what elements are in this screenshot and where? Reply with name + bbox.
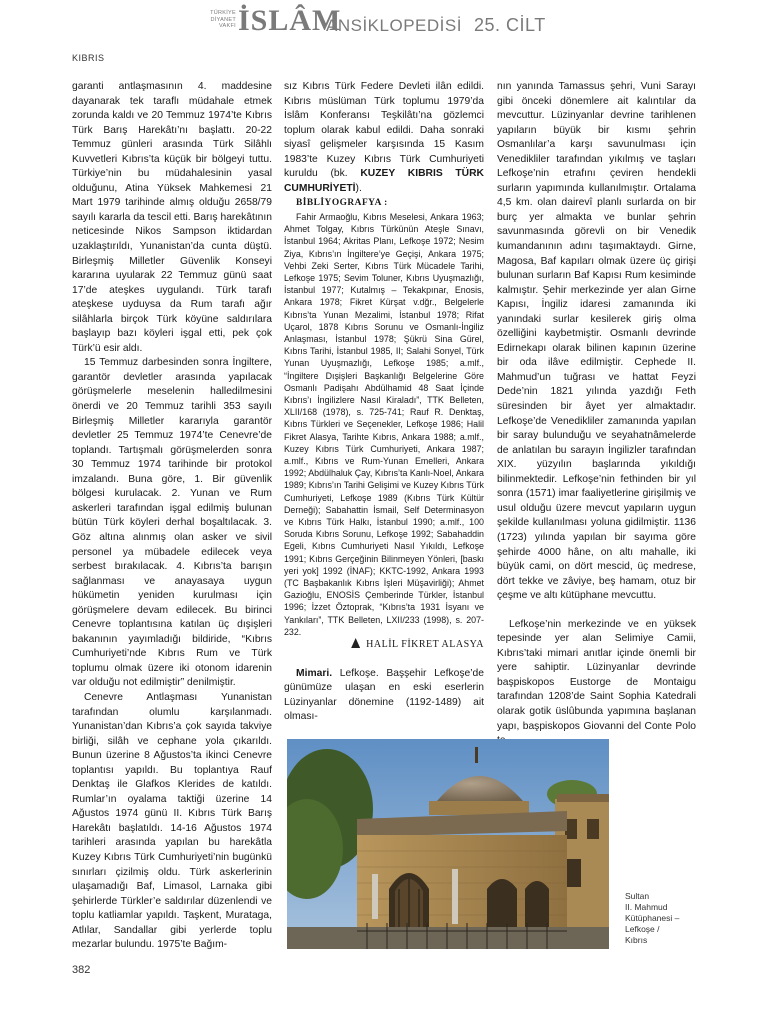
text-column-1 [72, 80, 272, 953]
volume-label: 25. CİLT [474, 15, 546, 35]
text-column-2 [284, 80, 484, 725]
paragraph: Lefkoşe’nin merkezinde ve en yüksek tepesinde yer alan Selimiye Camii, Kıbrıs’taki mimari anıtlar içinde önemli bir yere sahiptir. Lüzinyanlar devrinde başpiskopos Eustorge de Montaigu tarafından 1208’de Saint Sophia Katedrali olarak gotik üslûbunda yapımına başlanan yapı, başpiskopos Giovanni del Conte Polo [497, 618, 696, 732]
section-label: Mimari. [296, 667, 333, 679]
text-column-3 [497, 80, 696, 749]
author-signature [284, 638, 484, 653]
ansiklopedisi-wordmark: ANSİKLOPEDİSİ [326, 16, 462, 35]
author-name: HALİL FİKRET ALASYA [366, 639, 484, 651]
masthead [0, 0, 768, 52]
bibliography-heading: BİBLİYOGRAFYA : [296, 198, 388, 209]
caption-line: Kütüphanesi – [625, 913, 680, 923]
page-number: 382 [72, 964, 91, 976]
caption-line: Kıbrıs [625, 935, 648, 945]
caption-line: II. Mahmud [625, 902, 668, 912]
tdv-line: TÜRKİYE [210, 10, 236, 16]
paragraph: Cenevre Antlaşması Yunanistan tarafından olumlu karşılanmadı. Yunanistan’dan Kıbrıs’a çok sayıda takviye birliği, silâh ve cephane yola çıkarıldı. Bunun üzerine 8 Ağustos’ta ikinci Cenevre toplantısı yapıldı. Bu toplantıya Rauf Denktaş ile Glafkos Klerides de katıldı. Rumlar’ın oyalama taktiği üzerine 14 Ağustos 1974 günü II. Kıbrıs Türk Barış Harekâtı başlatıldı. 14-16 Ağustos 1974 tarihleri arasında yapılan bu harekâtla Kuzey Kıbrıs Türk Cumhuriyeti’nin bugünkü sınırları çizilmiş oldu. Türk askerlerinin ulaşamadığı Baf, Limasol, Larnaka gibi şehirlerde Türkler’e saldırılar düzenlendi ve toplu katliamlar yapıldı. Taşkent, Murataga, Atlılar, Sandallar gibi yerlerde toplu mezarlar bulundu. 1975’te Bağım- [72, 691, 272, 951]
paragraph-text: Lefkoşe. Başşehir Lefkoşe’de günümüze ulaşan en eski eserlerin Lüzinyanlar dönemine (1192-1489) ait olması- [284, 667, 484, 723]
cross-reference-link[interactable]: KUZEY KIBRIS TÜRK CUMHURİYETİ [284, 168, 484, 194]
paragraph-text: sız Kıbrıs Türk Federe Devleti ilân edildi. Kıbrıs müslüman Türk toplumu 1979’da İslâm Konferansı Teşkilâtı’na gözlemci toplum olarak kabul edildi. Daha sonraki siyasî gelişmeler karşısında 15 Kasım 1983’te Kuzey Kıbrıs Türk Cumhuriyeti kuruldu (bk. [284, 81, 484, 180]
tdv-logo-text [206, 10, 236, 30]
library-photo-illustration [287, 739, 609, 949]
library-photo [287, 739, 609, 949]
running-head: KIBRIS [72, 53, 105, 63]
paragraph: nın yanında Tamassus şehri, Vuni Sarayı gibi önceki dönemlere ait kalıntılar da mevcuttur. Lüzinyanlar devrine tarihlenen yapıların büyük bir kısmı şehrin Osmanlılar’a karşı savunulması için Venedikliler tarafından yıkılmış ve taşları Lefkoşe’nin etrafını çeviren hendekli surların yapımında kullanılmıştır. Ortalama 4,5 km. olan dairevî planlı surlarda on bir burç yer almakta ve bunlar şehrin savunmasında görevli on bir Venedik kumandanının adını taşımaktaydı. Girne, Magosa, Baf kapıları olmak üzere üç girişi bulunan surların Baf Kapısı Rum kesiminde kalmıştır. Şehir merkezinde yer alan Girne Kapısı, İngiliz idaresi zamanında iki yanındaki surlar kesilerek giriş olma özelliğini kaybetmiştir. Osmanlı devrinde Edirnekapı olarak bilinen kapının üzerine bir oda ilâve edilmiştir. Cephede II. Mahmud’un tuğrası ve hattat Feyzi Dede’nin 1821 yılında yazdığı Feth süresinden bir âyet yer almaktadır. Lefkoşe’de Venedikliler zamanında yapılan bir saray bulunduğu ve seyahatnâmelerde de anlatılan bu sarayın İngilizler tarafından XIX. yüzyılın başlarında yıkıldığı bilinmektedir. Lefkoşe’nin fethinden bir yıl sonra (1571) imar faaliyetlerine girişilmiş ve usul olduğu üzere mevcut yapıların uygun şekilde kullanılması yoluna gidilmiştir. 1136 (1723) yılında yapılan bir sayıma göre şehirde 4000 hâne, on altı mahalle, iki büyük cami, on dört mescid, üç medrese, dört tekke ve zâviye, beş hamam, otuz bir çeşme ve altı kütüphane mevcuttu. [497, 81, 696, 602]
tdv-line: VAKFI [219, 23, 236, 29]
photo-caption [625, 891, 705, 946]
caption-line: Sultan [625, 891, 650, 901]
paragraph [284, 80, 484, 196]
caption-line: Lefkoşe / [625, 924, 660, 934]
tdv-line: DİYANET [210, 16, 236, 23]
author-mark-icon [351, 638, 360, 648]
islam-wordmark: İSLÂM [238, 4, 342, 37]
bibliography-text: Fahir Armaoğlu, Kıbrıs Meselesi, Ankara 1963; Ahmet Tolgay, Kıbrıs Türkünün Ateşle Sınavı, İstanbul 1964; Akritas Planı, Lefkoşe 1972; Nesim Ziya, Kıbrıs’ın İngiltere’ye Geçişi, Ankara 1975; Vehbi Zeki Serter, Kıbrıs Türk Mücadele Tarihi, Lefkoşe 1975; Sevim Toluner, Kıbrıs Uyuşmazlığı, İstanbul 1977; Kutalmış – Tekakpınar, Enosis, Ankara 1978; Fikret Kürşat v.dğr., Belgelerle Kıbrıs’ta Yunan Mezalimi, İstanbul 1978; Rifat Uçarol, 1878 Kıbrıs Sorunu ve Osmanlı-İngiliz Anlaşması, İstanbul 1978; Şükrü Sina Gürel, Kıbrıs Tarihi, İstanbul 1985, II; Salahi Sonyel, Türk Yunan Uyuşmazlığı, Lefkoşe 1985; a.mlf., “İngiltere Dışişleri Başkanlığı Belgelerine Göre Osmanlı Padişahı Abdülhamid 48 Saat İçinde Kıbrıs’ı İngilizlere Nasıl Kiraladı”, TTK Belleten, XLII/168 (1978), s. 725-741; Rauf R. Denktaş, Kıbrıs Türkleri ve Seçenekler, Lefkoşe 1986; Halil Fikret Alasya, Tarihte Kıbrıs, Ankara 1988; a.mlf., Kuzey Kıbrıs Türk Cumhuriyeti, Ankara 1987; a.mlf., Kıbrıs ve Rum-Yunan Emelleri, Ankara 1992; Abdülhaluk Çay, Kıbrıs’ta Kanlı-Noel, Ankara 1989; Kıbrıs’ın Tarihi Gelişimi ve Kuzey Kıbrıs Türk Cumhuriyeti, Lefkoşe 1989 (Kıbrıs Türk Kültür Derneği); Sabahattin İsmail, Self Determinasyon ve Kıbrıs Türk Halkı, İstanbul 1990; a.mlf., 100 Soruda Kıbrıs Sorunu, Lefkoşe 1992; Sabahaddin Egeli, Kıbrıs Cumhuriyeti Nasıl Yıkıldı, Lefkoşe 1991; Kıbrıs Gerçeğinin Bilinmeyen Yönleri, [baskı yeri yok] 1992 (İNAF); KKTC-1992, Ankara 1993 (TC Başbakanlık Kıbrıs İşleri Müşavirliği); Ahmet Gazioğlu, ENOSİS Çemberinde Türkler, İstanbul 1996; İzzet Öztoprak, “Kıbrıs’ta 1931 İsyanı ve Yankıları”, TTK Belleten, LXII/233 (1998), s. 207-232. [284, 211, 484, 637]
paragraph-end: ). [355, 182, 362, 194]
paragraph [284, 667, 484, 725]
paragraph: garanti antlaşmasının 4. maddesine dayanarak tek taraflı müdahale etmek zorunda kaldı ve 20 Temmuz 1974’te Kıbrıs Türk Barış Harekâtı’nı başlattı. 20-22 Temmuz günleri arasında Türk Silâhlı Kuvvetleri Kıbrıs’ta küçük bir bölgeyi tuttu. Türkiye’nin bu müdahalesinin yasal olduğunu, Atina Yüksek Mahkemesi 21 Mart 1979 tarihinde almış olduğu 2658/79 sayılı kararla da tescil etti. Barış harekâtının neticesinde Nikos Sampson iktidardan uzaklaştırıldı, Yunanistan’da cunta düştü. Birleşmiş Milletler Güvenlik Konseyi kararına uyularak 22 Temmuz günü saat 17’de ateşkes uygulandı. Türk tarafı ateşkese uyduysa da Rum tarafı ağır silâhlarla birçok Türk köyüne saldırılara başlayıp bazı köyleri işgal etti, pek çok Türk’ü esir aldı. [72, 81, 272, 354]
paragraph: 15 Temmuz darbesinden sonra İngiltere, garantör devletler arasında yapılacak görüşmelerle meselenin halledilmesini önerdi ve 20 Temmuz tarihli 353 sayılı Birleşmiş Milletler kararıyla garantör devletler 25 Temmuz 1974’te Cenevre’de toplandı. Tartışmalı görüşmelerden sonra 30 Temmuz 1974 tarihinde bir protokol imzalandı. Buna göre, 1. Bir güvenlik bölgesi kurulacak. 2. Yunan ve Rum askerleri tarafından işgal edilmiş bulunan bütün Türk köyleri derhal boşaltılacak. 3. Göz altına alınmış olan asker ve sivil personel ya mübadele edilecek veya serbest bırakılacak. 4. Kıbrıs’ta barışın sağlanması ve anayasaya uygun hükümetin yeniden kurulması için görüşmelere devam edilecek. Bu birinci Cenevre toplantısına katılan üç dışişleri bakanının yayımladığı bildiride, “Kıbrıs Cumhuriyeti’nde Kıbrıs Rum ve Türk toplumu olmak üzere iki otonom idarenin var olduğu not edilmiştir” denilmiştir. [72, 357, 272, 689]
